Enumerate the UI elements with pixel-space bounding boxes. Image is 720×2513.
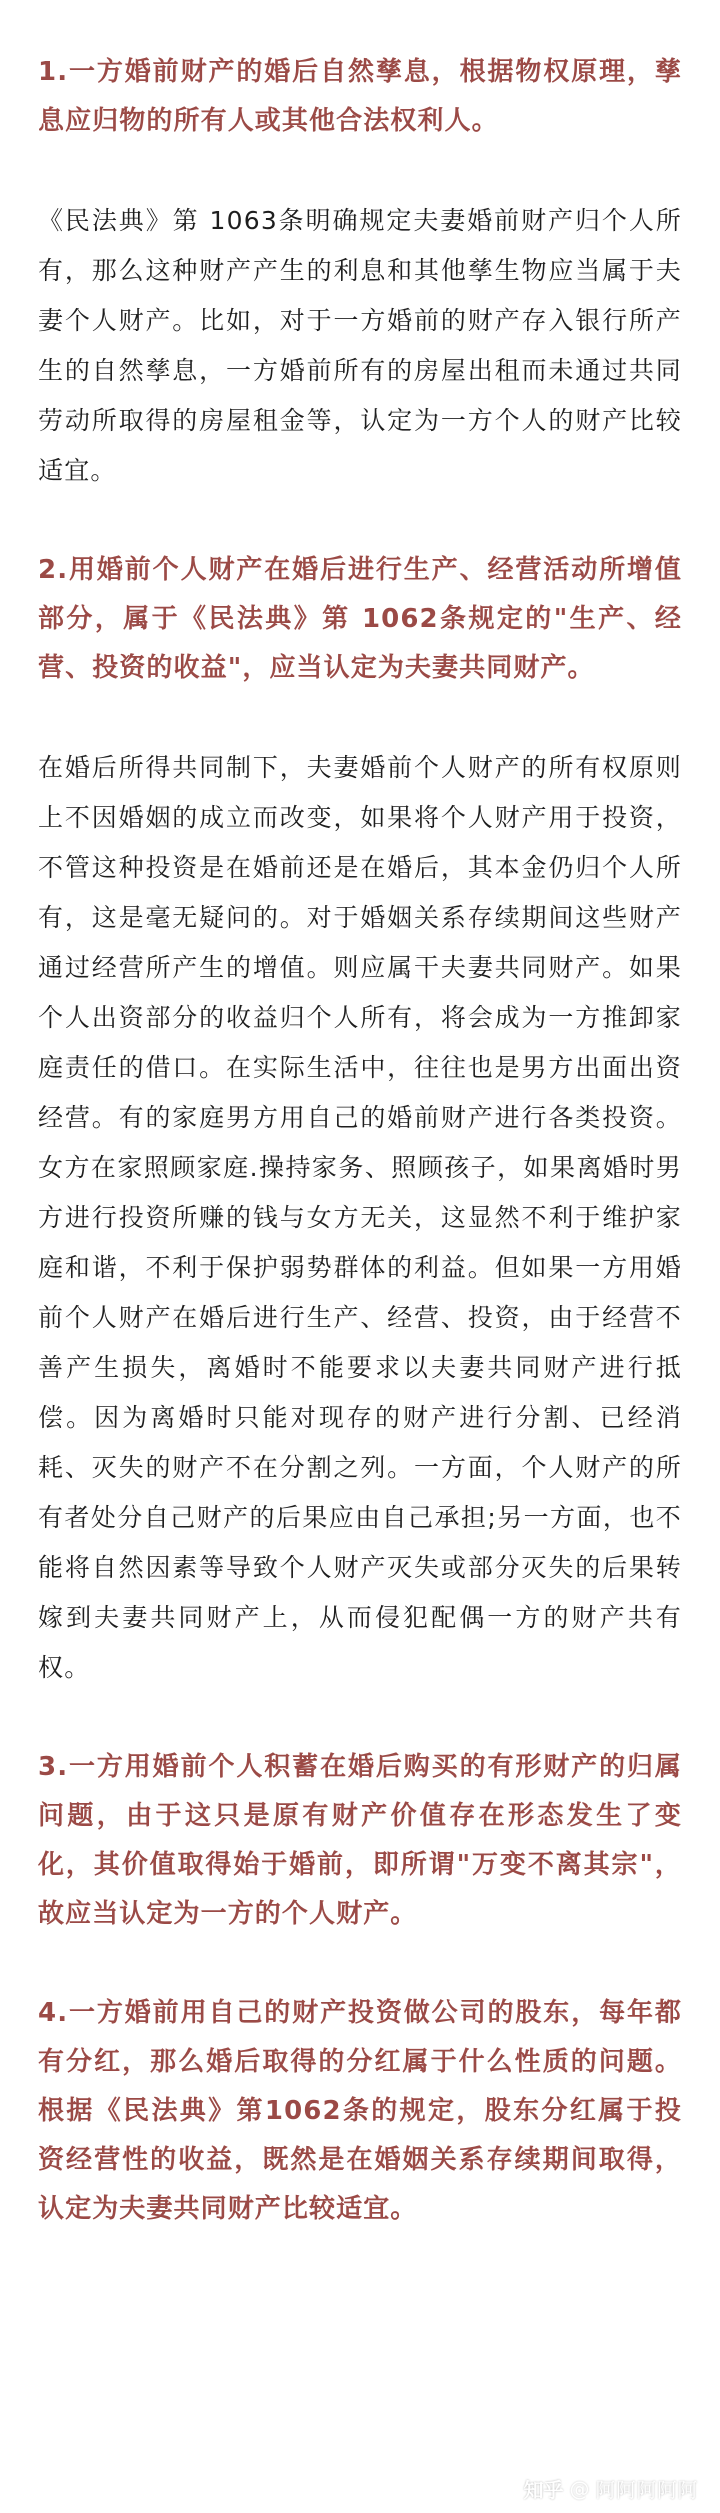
spacer — [38, 496, 682, 546]
watermark-username: 阿阿阿阿阿 — [595, 2478, 698, 2502]
section-2-heading: 2.用婚前个人财产在婚后进行生产、经营活动所增值部分，属于《民法典》第 1062条规定的"生产、经营、投资的收益"，应当认定为夫妻共同财产。 — [38, 555, 682, 683]
zhihu-logo: 知乎 — [523, 2478, 564, 2502]
spacer — [38, 1693, 682, 1743]
section-2-paragraph: 在婚后所得共同制下，夫妻婚前个人财产的所有权原则上不因婚姻的成立而改变，如果将个人财产用于投资，不管这种投资是在婚前还是在婚后，其本金仍归个人所有，这是毫无疑问的。对于婚姻关系存续期间这些财产通过经营所产生的增值。则应属干夫妻共同财产。如果个人出资部分的收益归个人所有，将会成为一方推卸家庭责任的借口。在实际生活中，往往也是男方出面出资经营。有的家庭男方用自己的婚前财产进行各类投资。女方在家照顾家庭.操持家务、照顾孩子，如果离婚时男方进行投资所赚的钱与女方无关，这显然不利于维护家庭和谐，不利于保护弱势群体的利益。但如果一方用婚前个人财产在婚后进行生产、经营、投资，由于经营不善产生损失，离婚时不能要求以夫妻共同财产进行抵偿。因为离婚时只能对现存的财产进行分割、已经消耗、灭失的财产不在分割之列。一方面，个人财产的所有者处分自己财产的后果应由自己承担;另一方面，也不能将自然因素等导致个人财产灭失或部分灭失的后果转嫁到夫妻共同财产上，从而侵犯配偶一方的财产共有权。 — [38, 753, 682, 1682]
section-1-paragraph: 《民法典》第 1063条明确规定夫妻婚前财产归个人所有，那么这种财产产生的利息和其他孳生物应当属于夫妻个人财产。比如，对于一方婚前的财产存入银行所产生的自然孳息，一方婚前所有的房屋出租而未通过共同劳动所取得的房屋租金等，认定为一方个人的财产比较适宜。 — [38, 206, 682, 485]
spacer — [38, 693, 682, 743]
section-1-heading: 1.一方婚前财产的婚后自然孳息，根据物权原理，孳息应归物的所有人或其他合法权利人。 — [38, 57, 682, 136]
section-3-heading: 3.一方用婚前个人积蓄在婚后购买的有形财产的归属问题，由于这只是原有财产价值存在形态发生了变化，其价值取得始于婚前，即所谓"万变不离其宗"，故应当认定为一方的个人财产。 — [38, 1752, 682, 1929]
spacer — [38, 1939, 682, 1989]
watermark-at-sign: @ — [569, 2476, 590, 2501]
zhihu-watermark — [524, 2474, 699, 2503]
section-4-heading: 4.一方婚前用自己的财产投资做公司的股东，每年都有分红，那么婚后取得的分红属于什么性质的问题。根据《民法典》第1062条的规定，股东分红属于投资经营性的收益，既然是在婚姻关系存续期间取得，认定为夫妻共同财产比较适宜。 — [38, 1998, 682, 2224]
spacer — [38, 146, 682, 196]
